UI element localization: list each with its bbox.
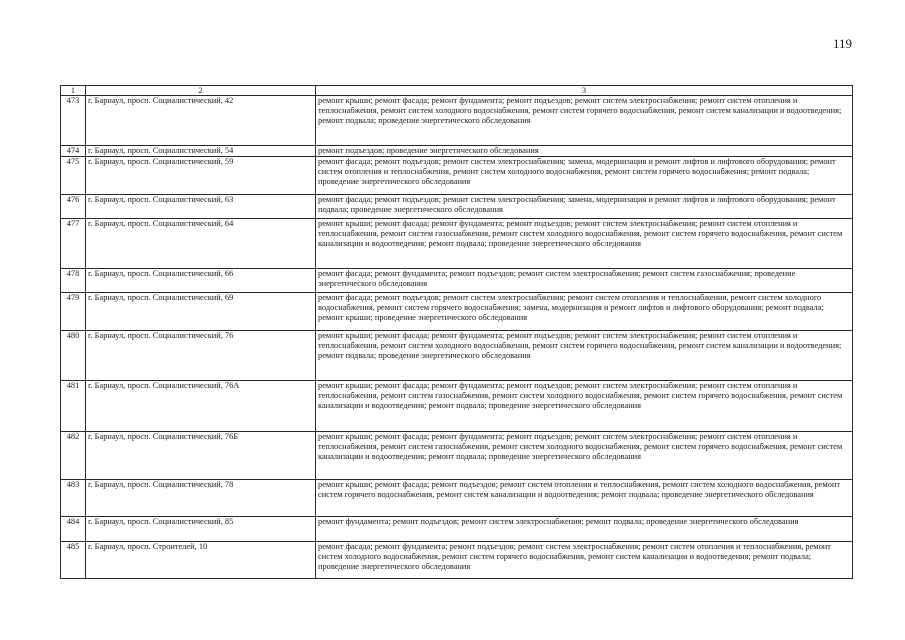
table-row: [61, 517, 853, 542]
row-works: ремонт фасада; ремонт подъездов; ремонт систем электроснабжения; ремонт систем отопления и теплоснабжения, ремонт систем холодного водоснабжения, ремонт систем горячего водоснабжения; замена, модернизация и ремонт лифтов и лифтового оборудования; ремонт подвала; ремонт крыши; проведение энергетического обследования: [316, 293, 853, 331]
row-works: ремонт крыши; ремонт фасада; ремонт фундамента; ремонт подъездов; ремонт систем электроснабжения; ремонт систем отопления и теплоснабжения, ремонт систем холодного водоснабжения, ремонт систем горячего водоснабжения, ремонт систем канализации и водоотведения; ремонт подвала; проведение энергетического обследования: [316, 331, 853, 381]
column-header-number: 1: [61, 86, 86, 96]
row-address: г. Барнаул, просп. Социалистический, 66: [86, 269, 316, 293]
row-works: ремонт фундамента; ремонт подъездов; ремонт систем электроснабжения; ремонт подвала; проведение энергетического обследования: [316, 517, 853, 542]
row-address: г. Барнаул, просп. Социалистический, 85: [86, 517, 316, 542]
table-row: [61, 219, 853, 269]
table-row: [61, 381, 853, 432]
row-address: г. Барнаул, просп. Социалистический, 64: [86, 219, 316, 269]
row-number: 475: [61, 157, 86, 195]
row-works: ремонт крыши; ремонт фасада; ремонт фундамента; ремонт подъездов; ремонт систем электроснабжения; ремонт систем отопления и теплоснабжения, ремонт систем газоснабжения, ремонт систем холодного водоснабжения, ремонт систем горячего водоснабжения, ремонт систем канализации и водоотведения; ремонт подвала; проведение энергетического обследования: [316, 432, 853, 480]
table-row: [61, 195, 853, 219]
registry-table: [60, 85, 853, 579]
row-number: 474: [61, 146, 86, 157]
row-number: 476: [61, 195, 86, 219]
row-address: г. Барнаул, просп. Строителей, 10: [86, 542, 316, 579]
table-row: [61, 96, 853, 146]
table-row: [61, 157, 853, 195]
row-number: 473: [61, 96, 86, 146]
row-number: 478: [61, 269, 86, 293]
column-header-works: 3: [316, 86, 853, 96]
row-works: ремонт фасада; ремонт подъездов; ремонт систем электроснабжения; замена, модернизация и ремонт лифтов и лифтового оборудования; ремонт систем отопления и теплоснабжения, ремонт систем холодного водоснабжения, ремонт систем горячего водоснабжения; ремонт подвала; проведение энергетического обследования: [316, 157, 853, 195]
row-address: г. Барнаул, просп. Социалистический, 78: [86, 480, 316, 517]
row-address: г. Барнаул, просп. Социалистический, 54: [86, 146, 316, 157]
table-row: [61, 331, 853, 381]
row-address: г. Барнаул, просп. Социалистический, 76А: [86, 381, 316, 432]
row-number: 479: [61, 293, 86, 331]
row-number: 485: [61, 542, 86, 579]
table-header-row: [61, 86, 853, 96]
row-works: ремонт фасада; ремонт подъездов; ремонт систем электроснабжения; замена, модернизация и ремонт лифтов и лифтового оборудования; ремонт подвала; проведение энергетического обследования: [316, 195, 853, 219]
table-row: [61, 432, 853, 480]
row-number: 477: [61, 219, 86, 269]
table-row: [61, 293, 853, 331]
row-address: г. Барнаул, просп. Социалистический, 42: [86, 96, 316, 146]
row-address: г. Барнаул, просп. Социалистический, 63: [86, 195, 316, 219]
row-address: г. Барнаул, просп. Социалистический, 76Б: [86, 432, 316, 480]
page-number: 119: [832, 36, 852, 51]
row-works: ремонт фасада; ремонт фундамента; ремонт подъездов; ремонт систем электроснабжения; ремонт систем отопления и теплоснабжения, ремонт систем холодного водоснабжения, ремонт систем горячего водоснабжения, ремонт систем канализации и водоотведения; ремонт подвала; проведение энергетического обследования: [316, 542, 853, 579]
row-works: ремонт подъездов; проведение энергетического обследования: [316, 146, 853, 157]
row-number: 482: [61, 432, 86, 480]
row-address: г. Барнаул, просп. Социалистический, 59: [86, 157, 316, 195]
row-works: ремонт крыши; ремонт фасада; ремонт фундамента; ремонт подъездов; ремонт систем электроснабжения; ремонт систем отопления и теплоснабжения, ремонт систем газоснабжения, ремонт систем холодного водоснабжения, ремонт систем горячего водоснабжения, ремонт систем канализации и водоотведения; ремонт подвала; проведение энергетического обследования: [316, 381, 853, 432]
table-row: [61, 146, 853, 157]
row-number: 480: [61, 331, 86, 381]
row-works: ремонт фасада; ремонт фундамента; ремонт подъездов; ремонт систем электроснабжения; ремонт систем газоснабжения; проведение энергетического обследования: [316, 269, 853, 293]
row-address: г. Барнаул, просп. Социалистический, 69: [86, 293, 316, 331]
row-works: ремонт крыши; ремонт фасада; ремонт подъездов; ремонт систем отопления и теплоснабжения, ремонт систем холодного водоснабжения, ремонт систем горячего водоснабжения, ремонт систем канализации и водоотведения; ремонт подвала; проведение энергетического обследования: [316, 480, 853, 517]
row-number: 481: [61, 381, 86, 432]
column-header-address: 2: [86, 86, 316, 96]
row-number: 483: [61, 480, 86, 517]
row-number: 484: [61, 517, 86, 542]
table-row: [61, 480, 853, 517]
row-address: г. Барнаул, просп. Социалистический, 76: [86, 331, 316, 381]
row-works: ремонт крыши; ремонт фасада; ремонт фундамента; ремонт подъездов; ремонт систем электроснабжения; ремонт систем отопления и теплоснабжения, ремонт систем холодного водоснабжения, ремонт систем горячего водоснабжения, ремонт систем канализации и водоотведения; ремонт подвала; проведение энергетического обследования: [316, 96, 853, 146]
table-row: [61, 269, 853, 293]
row-works: ремонт крыши; ремонт фасада; ремонт фундамента; ремонт подъездов; ремонт систем электроснабжения; ремонт систем отопления и теплоснабжения, ремонт систем газоснабжения, ремонт систем холодного водоснабжения, ремонт систем горячего водоснабжения, ремонт систем канализации и водоотведения; ремонт подвала; проведение энергетического обследования: [316, 219, 853, 269]
table-row: [61, 542, 853, 579]
